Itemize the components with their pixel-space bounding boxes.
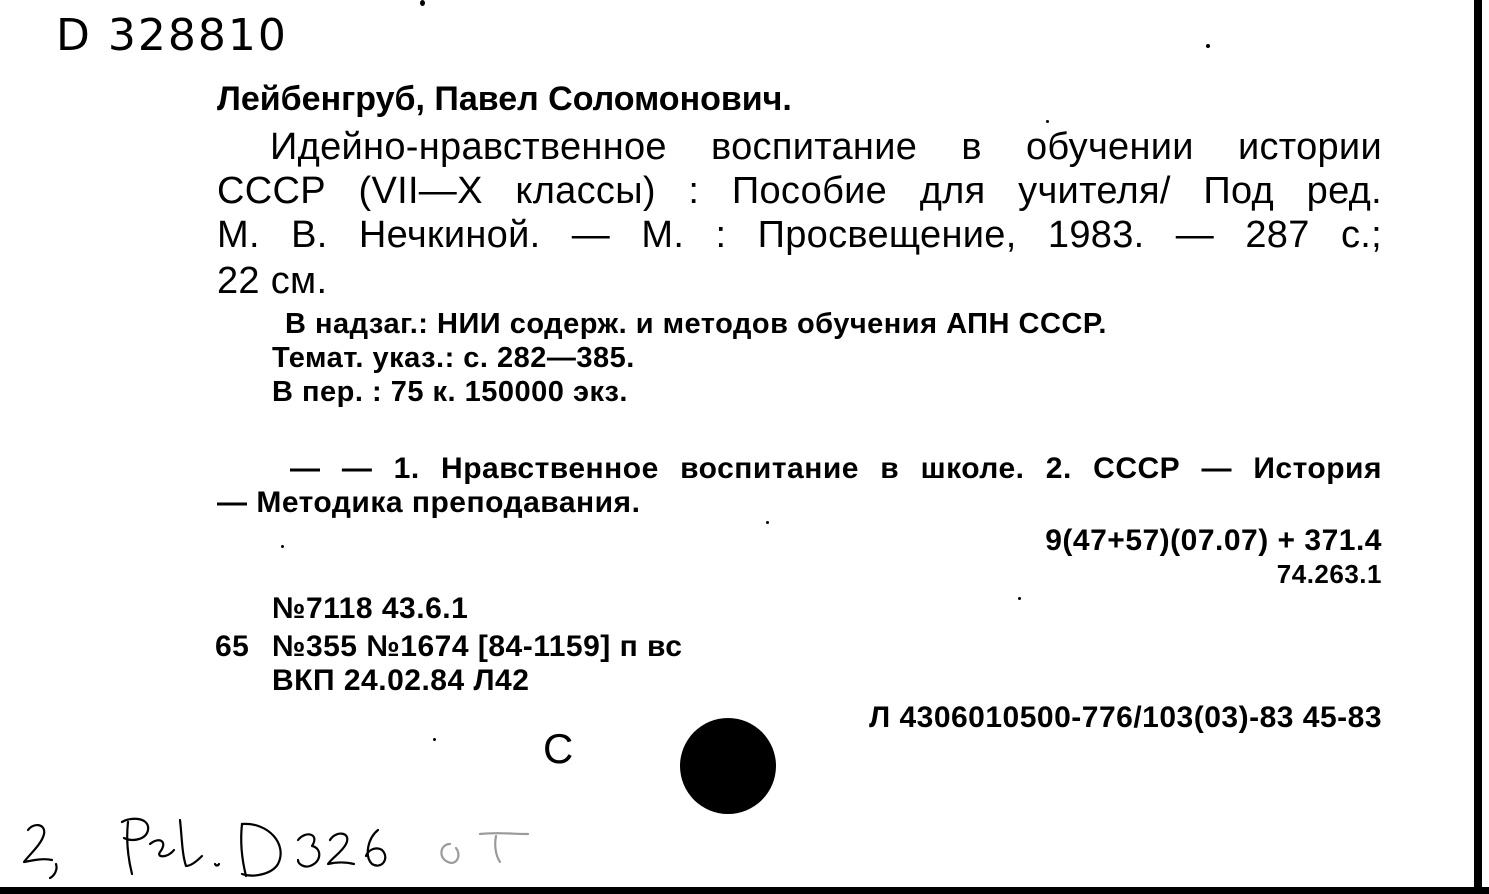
classification-index: 9(47+57)(07.07) + 371.4 [1045, 524, 1382, 557]
speck [1206, 44, 1210, 48]
title-line-1: Идейно-нравственное воспитание в обучении истории [270, 126, 1382, 168]
subjects-line-2: — Методика преподавания. [217, 486, 641, 519]
speck [766, 521, 769, 524]
catalog-line-1: №7118 43.6.1 [272, 592, 469, 625]
bbk-index: 74.263.1 [1276, 559, 1382, 589]
speck [420, 0, 425, 6]
isbn-line: Л 4306010500-776/103(03)-83 45-83 [869, 701, 1382, 734]
card-edge [1484, 0, 1489, 894]
note-price-line: В пер. : 75 к. 150000 экз. [272, 376, 628, 408]
author-heading: Лейбенгруб, Павел Соломонович. [217, 80, 792, 118]
speck [1046, 120, 1049, 123]
catalog-line-3: ВКП 24.02.84 Л42 [272, 664, 530, 697]
catalog-line-2: №355 №1674 [84-1159] п вс [272, 630, 683, 663]
card-border-right [1474, 0, 1482, 894]
subjects-line-1: — — 1. Нравственное воспитание в школе. 2. СССР — История [290, 452, 1382, 485]
title-line-2: СССР (VII—X классы) : Пособие для учителя/ Под ред. [217, 170, 1382, 212]
letter-mark: С [543, 725, 574, 772]
punch-hole [680, 718, 776, 814]
speck [281, 545, 284, 548]
title-line-4: 22 см. [217, 260, 328, 302]
accession-number: D 328810 [56, 10, 288, 61]
note-index-line: Темат. указ.: с. 282—385. [272, 342, 635, 374]
speck [433, 738, 436, 741]
title-line-3: М. В. Нечкиной. — М. : Просвещение, 1983. — 287 с.; [217, 214, 1382, 256]
catalog-prefix: 65 [215, 630, 250, 663]
handwritten-note [10, 800, 550, 890]
note-header-line: В надзаг.: НИИ содерж. и методов обучения АПН СССР. [285, 308, 1107, 340]
speck [1018, 597, 1021, 600]
